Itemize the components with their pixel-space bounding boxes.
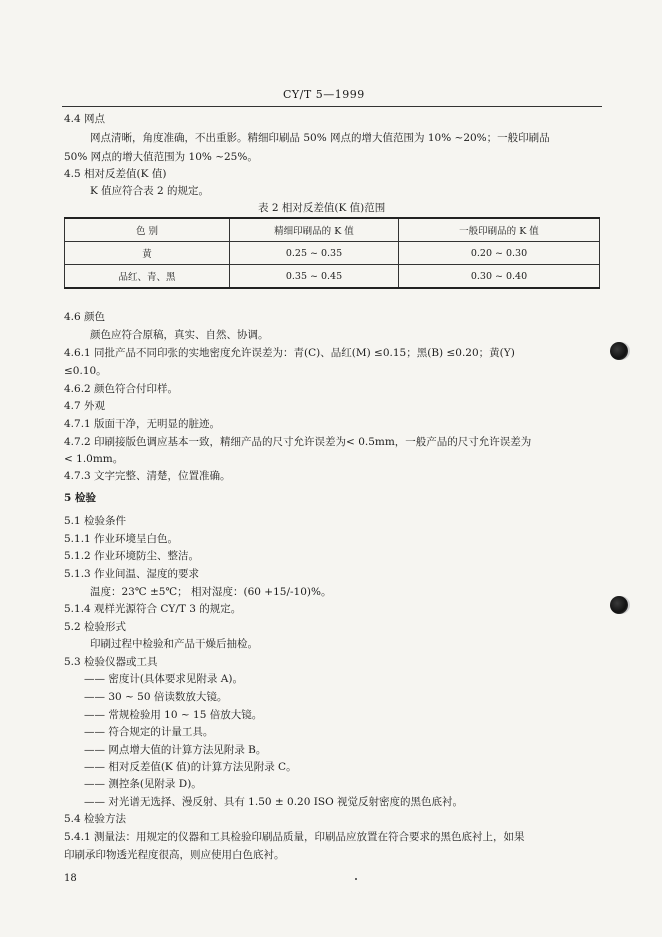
page-header-code: CY/T 5—1999 <box>283 88 365 101</box>
list-item: —— 常规检验用 10 ~ 15 倍放大镜。 <box>84 709 263 721</box>
list-item: —— 网点增大值的计算方法见附录 B。 <box>84 744 267 756</box>
section-4-5-text: K 值应符合表 2 的规定。 <box>90 185 210 197</box>
section-4-7-heading: 4.7 外观 <box>64 400 106 412</box>
section-4-6-heading: 4.6 颜色 <box>64 311 106 323</box>
list-item: —— 30 ~ 50 倍读数放大镜。 <box>84 691 228 703</box>
table-row <box>65 265 600 289</box>
body-line: 5.1.1 作业环境呈白色。 <box>64 533 179 545</box>
body-line: 4.7.2 印刷接版色调应基本一致，精细产品的尺寸允许误差为< 0.5mm，一般产品的尺寸允许误差为 <box>64 436 532 448</box>
body-line: 印刷过程中检验和产品干燥后抽检。 <box>90 638 258 650</box>
body-line: ≤0.10。 <box>64 365 107 377</box>
body-line-humidity: 温度：23℃ ±5℃； 相对湿度：(60 +15/-10)%。 <box>90 586 332 598</box>
body-line: 5.1.3 作业间温、湿度的要求 <box>64 568 200 580</box>
section-5-1-heading: 5.1 检验条件 <box>64 515 127 527</box>
table-cell: 0.20 ~ 0.30 <box>399 242 600 265</box>
table-row <box>65 242 600 265</box>
body-line: 4.6.2 颜色符合付印样。 <box>64 383 179 395</box>
table-caption: 表 2 相对反差值(K 值)范围 <box>258 202 386 214</box>
section-4-4-heading: 4.4 网点 <box>64 113 106 125</box>
body-line: 4.6.1 同批产品不同印张的实地密度允许误差为：青(C)、品红(M) ≤0.15；黑(B) ≤0.20；黄(Y) <box>64 347 515 359</box>
section-5-3-heading: 5.3 检验仪器或工具 <box>64 656 158 668</box>
body-line: 5.4.1 测量法：用规定的仪器和工具检验印刷品质量，印刷品应放置在符合要求的黑色底衬上，如果 <box>64 831 525 843</box>
binder-hole-icon <box>610 596 628 614</box>
list-item: —— 测控条(见附录 D)。 <box>84 778 202 790</box>
k-value-table <box>64 217 600 289</box>
list-item: —— 符合规定的计量工具。 <box>84 726 214 738</box>
table-cell: 品红、青、黑 <box>65 265 230 289</box>
section-5-4-heading: 5.4 检验方法 <box>64 813 127 825</box>
table-cell: 0.25 ~ 0.35 <box>230 242 399 265</box>
section-4-4-text-1: 网点清晰，角度准确，不出重影。精细印刷品 50% 网点的增大值范围为 10% ~20%；一般印刷品 <box>90 132 550 144</box>
section-4-4-text-2: 50% 网点的增大值范围为 10% ~25%。 <box>64 151 258 163</box>
section-5-heading: 5 检验 <box>64 492 96 504</box>
body-line: < 1.0mm。 <box>64 453 124 465</box>
binder-hole-icon <box>610 342 628 360</box>
section-4-5-heading: 4.5 相对反差值(K 值) <box>64 168 167 180</box>
body-line: 4.7.1 版面干净，无明显的脏迹。 <box>64 418 221 430</box>
table-header-row <box>65 218 600 242</box>
body-line: 印刷承印物透光程度很高，则应使用白色底衬。 <box>64 849 285 861</box>
table-cell: 0.35 ~ 0.45 <box>230 265 399 289</box>
table-header-fine: 精细印刷品的 K 值 <box>230 218 399 242</box>
body-line: 5.1.4 观样光源符合 CY/T 3 的规定。 <box>64 603 242 615</box>
list-item: —— 对光谱无选择、漫反射、具有 1.50 ± 0.20 ISO 视觉反射密度的黑色底衬。 <box>84 796 464 808</box>
page-mark <box>355 878 357 880</box>
list-item: —— 相对反差值(K 值)的计算方法见附录 C。 <box>84 761 297 773</box>
header-rule <box>62 106 602 107</box>
list-item: —— 密度计(具体要求见附录 A)。 <box>84 673 243 685</box>
table-cell: 0.30 ~ 0.40 <box>399 265 600 289</box>
body-line: 颜色应符合原稿，真实、自然、协调。 <box>90 329 269 341</box>
body-line: 5.1.2 作业环境防尘、整洁。 <box>64 550 200 562</box>
body-line: 4.7.3 文字完整、清楚，位置准确。 <box>64 470 231 482</box>
table-header-color: 色 别 <box>65 218 230 242</box>
table-header-general: 一般印刷品的 K 值 <box>399 218 600 242</box>
section-5-2-heading: 5.2 检验形式 <box>64 621 127 633</box>
table-cell: 黄 <box>65 242 230 265</box>
page-number: 18 <box>64 873 77 884</box>
